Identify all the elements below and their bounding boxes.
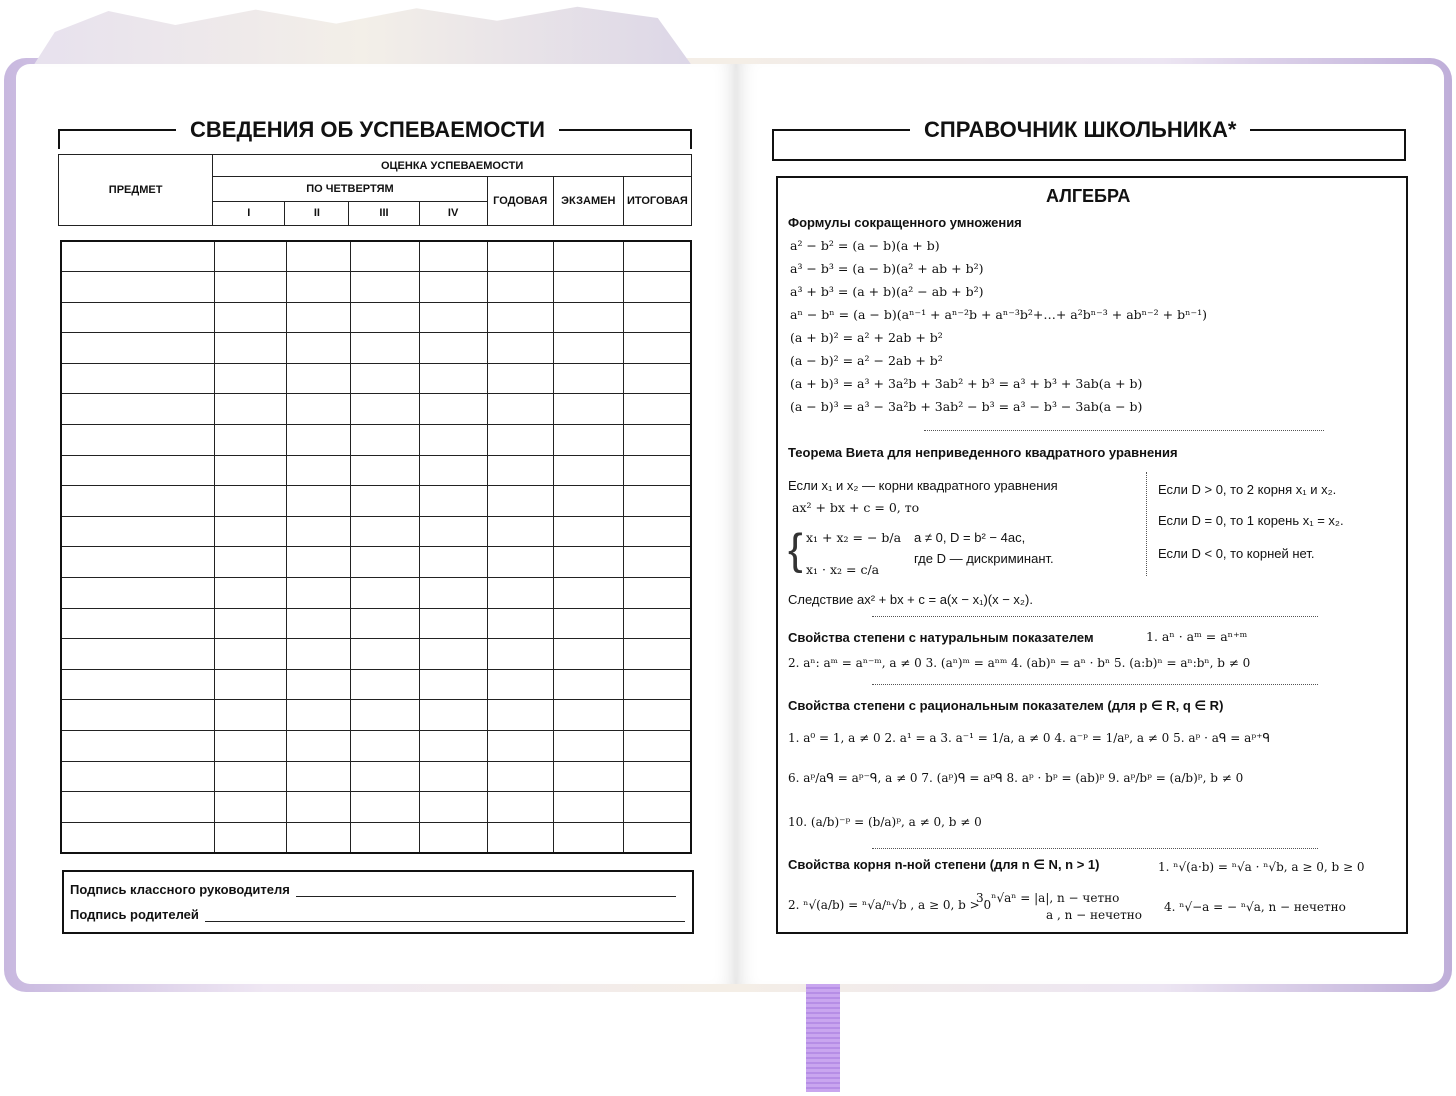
grade-cell[interactable]: [623, 700, 691, 731]
grade-cell[interactable]: [215, 700, 287, 731]
grade-cell[interactable]: [420, 700, 488, 731]
signature-block: [62, 870, 694, 934]
grade-cell[interactable]: [350, 272, 420, 303]
grade-cell[interactable]: [553, 241, 623, 272]
grade-cell[interactable]: [215, 302, 287, 333]
grade-cell[interactable]: [488, 425, 554, 456]
vieta-equation: ax² + bx + c = 0, то: [792, 500, 920, 515]
grade-cell[interactable]: [488, 363, 554, 394]
grade-cell-subject[interactable]: [61, 761, 215, 792]
grade-cell[interactable]: [286, 333, 350, 364]
root-property-4: 4. ⁿ√−a = − ⁿ√a, n − нечетно: [1164, 900, 1346, 914]
grade-cell[interactable]: [350, 425, 420, 456]
grade-cell[interactable]: [350, 302, 420, 333]
grade-cell[interactable]: [623, 425, 691, 456]
grade-cell[interactable]: [286, 608, 350, 639]
grade-cell[interactable]: [488, 302, 554, 333]
header-quarters-group: ПО ЧЕТВЕРТЯМ: [213, 177, 487, 201]
grade-cell[interactable]: [623, 822, 691, 853]
grade-cell[interactable]: [553, 425, 623, 456]
grade-cell[interactable]: [553, 578, 623, 609]
grade-cell[interactable]: [488, 486, 554, 517]
grade-row: [61, 792, 691, 823]
grade-cell[interactable]: [350, 639, 420, 670]
vieta-case-1: Если D > 0, то 2 корня x₁ и x₂.: [1158, 482, 1337, 497]
grade-cell[interactable]: [420, 608, 488, 639]
grade-cell[interactable]: [215, 516, 287, 547]
grade-cell[interactable]: [420, 241, 488, 272]
grade-cell[interactable]: [215, 333, 287, 364]
grade-cell-subject[interactable]: [61, 578, 215, 609]
grade-cell[interactable]: [420, 516, 488, 547]
formulas-title: Формулы сокращенного умножения: [788, 215, 1022, 230]
rational-power-line-1: 1. a⁰ = 1, a ≠ 0 2. a¹ = a 3. a⁻¹ = 1/a, a ≠ 0 4. a⁻ᵖ = 1/aᵖ, a ≠ 0 5. aᵖ · aᑫ = aᵖ⁺ᑫ: [788, 731, 1270, 745]
grade-cell[interactable]: [553, 394, 623, 425]
rational-power-line-3: 10. (a/b)⁻ᵖ = (b/a)ᵖ, a ≠ 0, b ≠ 0: [788, 815, 982, 829]
section-title-algebra: АЛГЕБРА: [1046, 186, 1131, 206]
grade-cell[interactable]: [350, 608, 420, 639]
grade-cell-subject[interactable]: [61, 455, 215, 486]
grade-cell-subject[interactable]: [61, 241, 215, 272]
grade-row: [61, 516, 691, 547]
grade-cell-subject[interactable]: [61, 792, 215, 823]
grade-cell[interactable]: [553, 700, 623, 731]
rational-power-line-2: 6. aᵖ/aᑫ = aᵖ⁻ᑫ, a ≠ 0 7. (aᵖ)ᑫ = aᵖᑫ 8. aᵖ · bᵖ = (ab)ᵖ 9. aᵖ/bᵖ = (a/b)ᵖ, b ≠ 0: [788, 771, 1244, 785]
header-final: ИТОГОВАЯ: [623, 177, 691, 226]
grades-header-table: [58, 154, 692, 226]
grade-cell[interactable]: [488, 669, 554, 700]
vieta-if: Если x₁ и x₂ — корни квадратного уравнения: [788, 478, 1058, 493]
formula-8: (a − b)³ = a³ − 3a²b + 3ab² − b³ = a³ − b³ − 3ab(a − b): [790, 399, 1143, 414]
grade-cell[interactable]: [350, 486, 420, 517]
header-quarter-2: II: [285, 201, 349, 225]
grade-cell[interactable]: [420, 363, 488, 394]
root-property-2: 2. ⁿ√(a/b) = ⁿ√a/ⁿ√b , a ≥ 0, b > 0: [788, 898, 992, 912]
grade-cell[interactable]: [350, 516, 420, 547]
grade-cell[interactable]: [488, 333, 554, 364]
grade-cell[interactable]: [286, 455, 350, 486]
divider-4: [872, 848, 1318, 849]
grade-cell[interactable]: [286, 792, 350, 823]
grade-cell[interactable]: [215, 792, 287, 823]
grade-cell[interactable]: [420, 455, 488, 486]
grade-cell-subject[interactable]: [61, 272, 215, 303]
grade-cell[interactable]: [553, 302, 623, 333]
grade-cell[interactable]: [623, 394, 691, 425]
grade-cell[interactable]: [488, 516, 554, 547]
grade-row: [61, 455, 691, 486]
grade-cell[interactable]: [488, 272, 554, 303]
grade-cell[interactable]: [350, 761, 420, 792]
grade-cell[interactable]: [488, 822, 554, 853]
header-annual: ГОДОВАЯ: [487, 177, 553, 226]
grade-cell[interactable]: [286, 241, 350, 272]
grade-cell-subject[interactable]: [61, 516, 215, 547]
grade-cell[interactable]: [623, 669, 691, 700]
grade-cell[interactable]: [286, 272, 350, 303]
grade-cell[interactable]: [623, 761, 691, 792]
grade-cell[interactable]: [420, 822, 488, 853]
right-page-title: СПРАВОЧНИК ШКОЛЬНИКА*: [910, 116, 1250, 144]
grade-cell[interactable]: [553, 669, 623, 700]
grade-cell[interactable]: [286, 302, 350, 333]
grade-cell[interactable]: [215, 394, 287, 425]
grade-cell[interactable]: [623, 792, 691, 823]
grade-cell[interactable]: [350, 455, 420, 486]
grade-row: [61, 425, 691, 456]
vieta-condition: a ≠ 0, D = b² − 4ac,: [914, 530, 1026, 545]
grade-cell-subject[interactable]: [61, 486, 215, 517]
grade-cell[interactable]: [215, 761, 287, 792]
grade-cell-subject[interactable]: [61, 547, 215, 578]
grade-cell-subject[interactable]: [61, 639, 215, 670]
grade-cell[interactable]: [488, 608, 554, 639]
grade-cell[interactable]: [623, 578, 691, 609]
grade-cell[interactable]: [488, 792, 554, 823]
grade-cell[interactable]: [553, 608, 623, 639]
signature-teacher-row: [70, 882, 676, 897]
grade-cell[interactable]: [286, 516, 350, 547]
grade-cell[interactable]: [350, 731, 420, 762]
formula-6: (a − b)² = a² − 2ab + b²: [790, 353, 943, 368]
grade-cell[interactable]: [215, 486, 287, 517]
grade-cell[interactable]: [215, 578, 287, 609]
grade-cell[interactable]: [420, 394, 488, 425]
header-quarter-4: IV: [419, 201, 487, 225]
grade-cell[interactable]: [350, 394, 420, 425]
grade-cell[interactable]: [623, 363, 691, 394]
formula-5: (a + b)² = a² + 2ab + b²: [790, 330, 943, 345]
grade-cell[interactable]: [420, 761, 488, 792]
grade-cell[interactable]: [553, 731, 623, 762]
grade-cell[interactable]: [420, 639, 488, 670]
formula-7: (a + b)³ = a³ + 3a²b + 3ab² + b³ = a³ + b³ + 3ab(a + b): [790, 376, 1143, 391]
grade-cell[interactable]: [350, 792, 420, 823]
grade-cell[interactable]: [623, 241, 691, 272]
grade-cell[interactable]: [623, 639, 691, 670]
grade-cell[interactable]: [488, 761, 554, 792]
grade-row: [61, 761, 691, 792]
vieta-separator: [1146, 472, 1147, 576]
formula-1: a² − b² = (a − b)(a + b): [790, 238, 940, 253]
grade-cell[interactable]: [286, 669, 350, 700]
grade-cell[interactable]: [623, 516, 691, 547]
vieta-title: Теорема Виета для неприведенного квадратного уравнения: [788, 445, 1178, 460]
grade-cell[interactable]: [553, 333, 623, 364]
grade-cell[interactable]: [420, 731, 488, 762]
grade-cell[interactable]: [488, 455, 554, 486]
grade-cell[interactable]: [488, 578, 554, 609]
grade-cell[interactable]: [623, 547, 691, 578]
grade-cell-subject[interactable]: [61, 608, 215, 639]
grade-cell-subject[interactable]: [61, 363, 215, 394]
divider-1: [924, 430, 1324, 431]
grade-cell[interactable]: [488, 394, 554, 425]
grade-row: [61, 669, 691, 700]
formula-3: a³ + b³ = (a + b)(a² − ab + b²): [790, 284, 984, 299]
grade-cell[interactable]: [215, 425, 287, 456]
grade-cell-subject[interactable]: [61, 302, 215, 333]
grade-cell-subject[interactable]: [61, 822, 215, 853]
grade-cell[interactable]: [215, 241, 287, 272]
grade-cell[interactable]: [286, 761, 350, 792]
vieta-case-3: Если D < 0, то корней нет.: [1158, 546, 1315, 561]
grade-row: [61, 639, 691, 670]
formula-2: a³ − b³ = (a − b)(a² + ab + b²): [790, 261, 984, 276]
grade-cell[interactable]: [420, 486, 488, 517]
grade-cell[interactable]: [623, 302, 691, 333]
grade-cell[interactable]: [350, 578, 420, 609]
grade-cell[interactable]: [553, 455, 623, 486]
root-title: Свойства корня n-ной степени (для n ∈ N, n > 1): [788, 857, 1100, 872]
grade-cell[interactable]: [420, 425, 488, 456]
grade-cell[interactable]: [350, 333, 420, 364]
vieta-case-2: Если D = 0, то 1 корень x₁ = x₂.: [1158, 513, 1344, 528]
root-property-3a: 3. ⁿ√aⁿ = |a|, n − четно: [976, 891, 1120, 905]
grade-cell-subject[interactable]: [61, 394, 215, 425]
grade-row: [61, 547, 691, 578]
grade-cell[interactable]: [350, 547, 420, 578]
header-quarter-3: III: [349, 201, 419, 225]
grade-row: [61, 241, 691, 272]
grade-cell[interactable]: [553, 547, 623, 578]
grade-cell[interactable]: [488, 639, 554, 670]
grade-row: [61, 608, 691, 639]
signature-teacher-label: Подпись классного руководителя: [70, 882, 290, 897]
bookmark-ribbon: [806, 980, 840, 1092]
grade-cell[interactable]: [553, 822, 623, 853]
divider-3: [872, 684, 1318, 685]
grades-table: [60, 240, 692, 854]
grade-cell[interactable]: [215, 608, 287, 639]
grade-cell[interactable]: [215, 272, 287, 303]
grade-cell[interactable]: [553, 792, 623, 823]
signature-parents-label: Подпись родителей: [70, 907, 199, 922]
grade-cell[interactable]: [215, 455, 287, 486]
grade-cell[interactable]: [420, 547, 488, 578]
grade-cell[interactable]: [286, 639, 350, 670]
vieta-discriminant: где D — дискриминант.: [914, 551, 1054, 566]
grade-cell[interactable]: [286, 425, 350, 456]
grade-cell[interactable]: [350, 700, 420, 731]
grade-cell[interactable]: [350, 822, 420, 853]
grade-cell[interactable]: [623, 455, 691, 486]
signature-parents-line[interactable]: [205, 910, 685, 922]
grade-cell[interactable]: [488, 547, 554, 578]
grade-cell[interactable]: [488, 241, 554, 272]
grade-cell[interactable]: [488, 731, 554, 762]
grade-row: [61, 272, 691, 303]
grade-cell[interactable]: [553, 639, 623, 670]
grade-cell-subject[interactable]: [61, 425, 215, 456]
header-grade-group: ОЦЕНКА УСПЕВАЕМОСТИ: [213, 155, 692, 177]
grade-cell[interactable]: [215, 639, 287, 670]
grade-row: [61, 363, 691, 394]
grade-cell[interactable]: [215, 731, 287, 762]
signature-teacher-line[interactable]: [296, 885, 676, 897]
grade-cell[interactable]: [623, 333, 691, 364]
grade-cell[interactable]: [286, 822, 350, 853]
grade-cell[interactable]: [553, 363, 623, 394]
grade-cell[interactable]: [623, 486, 691, 517]
grade-cell[interactable]: [350, 669, 420, 700]
grade-cell[interactable]: [286, 486, 350, 517]
grade-cell-subject[interactable]: [61, 700, 215, 731]
grade-cell[interactable]: [286, 578, 350, 609]
formula-4: aⁿ − bⁿ = (a − b)(aⁿ⁻¹ + aⁿ⁻²b + aⁿ⁻³b²+…+ a²bⁿ⁻³ + abⁿ⁻² + bⁿ⁻¹): [790, 307, 1207, 322]
grade-cell[interactable]: [286, 547, 350, 578]
grade-row: [61, 578, 691, 609]
root-property-1: 1. ⁿ√(a·b) = ⁿ√a · ⁿ√b, a ≥ 0, b ≥ 0: [1158, 860, 1365, 874]
grade-cell[interactable]: [420, 302, 488, 333]
grade-cell[interactable]: [623, 272, 691, 303]
grade-row: [61, 731, 691, 762]
divider-2: [872, 616, 1318, 617]
natural-power-1: 1. aⁿ · aᵐ = aⁿ⁺ᵐ: [1146, 629, 1248, 644]
vieta-corollary: Следствие ax² + bx + c = a(x − x₁)(x − x₂).: [788, 592, 1033, 607]
grade-cell[interactable]: [488, 700, 554, 731]
grade-row: [61, 333, 691, 364]
grade-cell[interactable]: [553, 761, 623, 792]
grade-cell[interactable]: [215, 822, 287, 853]
vieta-sum: x₁ + x₂ = − b/a: [806, 530, 902, 545]
rational-power-title: Свойства степени с рациональным показателем (для p ∈ R, q ∈ R): [788, 698, 1224, 713]
grade-cell[interactable]: [215, 363, 287, 394]
grade-cell[interactable]: [286, 731, 350, 762]
grade-row: [61, 394, 691, 425]
grade-cell[interactable]: [553, 486, 623, 517]
grade-row: [61, 822, 691, 853]
left-page-title: СВЕДЕНИЯ ОБ УСПЕВАЕМОСТИ: [176, 116, 559, 144]
grade-cell[interactable]: [286, 363, 350, 394]
grade-cell[interactable]: [420, 272, 488, 303]
grade-cell-subject[interactable]: [61, 669, 215, 700]
grade-cell[interactable]: [623, 731, 691, 762]
grade-cell[interactable]: [623, 608, 691, 639]
grade-cell[interactable]: [350, 241, 420, 272]
grade-cell[interactable]: [553, 516, 623, 547]
grade-cell[interactable]: [420, 578, 488, 609]
grade-cell[interactable]: [350, 363, 420, 394]
grade-cell[interactable]: [286, 700, 350, 731]
header-subject: ПРЕДМЕТ: [59, 155, 213, 226]
root-property-3b: a , n − нечетно: [1046, 908, 1143, 922]
grade-row: [61, 700, 691, 731]
header-quarter-1: I: [213, 201, 285, 225]
grade-cell[interactable]: [420, 333, 488, 364]
natural-power-line: 2. aⁿ: aᵐ = aⁿ⁻ᵐ, a ≠ 0 3. (aⁿ)ᵐ = aⁿᵐ 4. (ab)ⁿ = aⁿ · bⁿ 5. (a:b)ⁿ = aⁿ:bⁿ, b ≠ 0: [788, 656, 1251, 670]
grade-cell[interactable]: [553, 272, 623, 303]
grade-cell[interactable]: [286, 394, 350, 425]
grade-row: [61, 302, 691, 333]
grade-cell[interactable]: [420, 669, 488, 700]
grade-cell[interactable]: [420, 792, 488, 823]
grade-row: [61, 486, 691, 517]
grade-cell-subject[interactable]: [61, 333, 215, 364]
signature-parents-row: [70, 907, 685, 922]
grade-cell[interactable]: [215, 669, 287, 700]
header-exam: ЭКЗАМЕН: [553, 177, 623, 226]
grade-cell[interactable]: [215, 547, 287, 578]
grade-cell-subject[interactable]: [61, 731, 215, 762]
natural-power-title: Свойства степени с натуральным показателем: [788, 630, 1094, 645]
vieta-product: x₁ · x₂ = c/a: [806, 562, 880, 577]
vieta-brace: {: [788, 525, 803, 574]
